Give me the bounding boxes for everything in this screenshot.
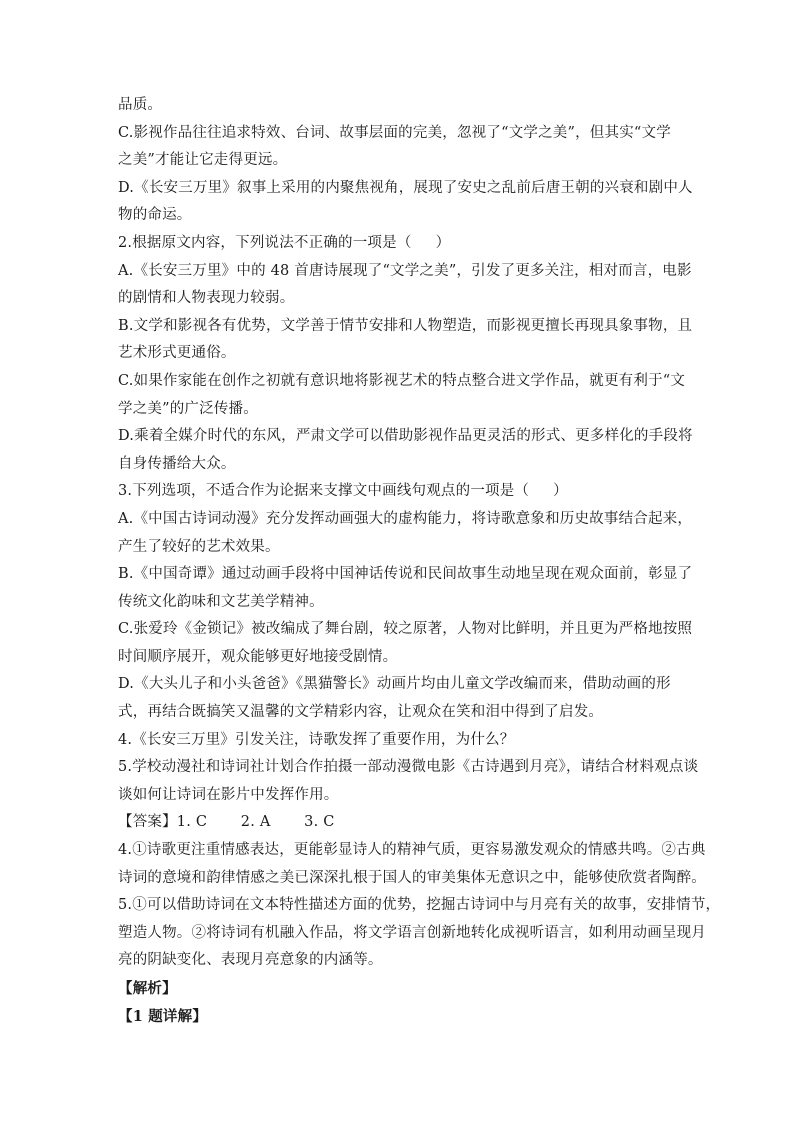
text-line: C.张爱玲《金锁记》被改编成了舞台剧，较之原著，人物对比鲜明，并且更为严格地按照 xyxy=(118,621,693,638)
text-line: 产生了较好的艺术效果。 xyxy=(118,538,280,555)
answer-line: 亮的阴缺变化、表现月亮意象的内涵等。 xyxy=(118,952,383,969)
analysis-heading: 【解析】 xyxy=(118,980,177,997)
question-5: 5.学校动漫社和诗词社计划合作拍摄一部动漫微电影《古诗遇到月亮》，请结合材料观点谈 xyxy=(118,759,699,776)
text-line: D.《大头儿子和小头爸爸》《黑猫警长》动画片均由儿童文学改编而来，借助动画的形 xyxy=(118,676,671,693)
detail-heading: 【1 题详解】 xyxy=(118,1007,208,1025)
answer-line: 5.①可以借助诗词在文本特性描述方面的优势，挖掘古诗词中与月亮有关的故事，安排情节， xyxy=(118,897,721,914)
answer-heading: 【答案】1. C 2. A 3. C xyxy=(118,814,335,831)
answer-line: 塑造人物。②将诗词有机融入作品，将文学语言创新地转化成视听语言，如利用动画呈现月 xyxy=(118,924,706,941)
text-line: 谈如何让诗词在影片中发挥作用。 xyxy=(118,786,339,803)
text-line: 艺术形式更通俗。 xyxy=(118,345,236,362)
text-line: A.《长安三万里》中的 48 首唐诗展现了“文学之美”，引发了更多关注，相对而言，电影 xyxy=(118,262,692,279)
question-2: 2.根据原文内容，下列说法不正确的一项是（ ） xyxy=(118,234,451,251)
document-body xyxy=(118,92,721,1030)
text-line: C.如果作家能在创作之初就有意识地将影视艺术的特点整合进文学作品，就更有利于“文 xyxy=(118,372,686,389)
text-line: C.影视作品往往追求特效、台词、故事层面的完美，忽视了“文学之美”，但其实“文学 xyxy=(118,124,671,141)
text-line: 学之美”的广泛传播。 xyxy=(118,400,258,417)
question-3: 3.下列选项，不适合作为论据来支撑文中画线句观点的一项是（ ） xyxy=(118,483,568,500)
text-line: 时间顺序展开，观众能够更好地接受剧情。 xyxy=(118,648,398,665)
text-line: B.《中国奇谭》通过动画手段将中国神话传说和民间故事生动地呈现在观众面前，彰显了 xyxy=(118,566,693,583)
question-4: 4.《长安三万里》引发关注，诗歌发挥了重要作用，为什么？ xyxy=(118,731,515,748)
text-line: B.文学和影视各有优势，文学善于情节安排和人物塑造，而影视更擅长再现具象事物，且 xyxy=(118,317,693,334)
text-line: A.《中国古诗词动漫》充分发挥动画强大的虚构能力，将诗歌意象和历史故事结合起来， xyxy=(118,510,693,527)
text-line: D.《长安三万里》叙事上采用的内聚焦视角，展现了安史之乱前后唐王朝的兴衰和剧中人 xyxy=(118,179,693,196)
text-line: 之美”才能让它走得更远。 xyxy=(118,152,288,169)
text-line: 品质。 xyxy=(118,97,163,113)
text-line: 的剧情和人物表现力较弱。 xyxy=(118,290,295,307)
text-line: D.乘着全媒介时代的东风，严肃文学可以借助影视作品更灵活的形式、更多样化的手段将 xyxy=(118,428,693,445)
text-line: 物的命运。 xyxy=(118,207,192,224)
text-line: 式，再结合既搞笑又温馨的文学精彩内容，让观众在笑和泪中得到了启发。 xyxy=(118,704,604,721)
text-line: 自身传播给大众。 xyxy=(118,455,236,472)
answer-line: 4.①诗歌更注重情感表达，更能彰显诗人的精神气质，更容易激发观众的情感共鸣。②古典 xyxy=(118,842,706,859)
text-line: 传统文化韵味和文艺美学精神。 xyxy=(118,593,324,610)
answer-line: 诗词的意境和韵律情感之美已深深扎根于国人的审美集体无意识之中，能够使欣赏者陶醉。 xyxy=(118,869,706,886)
